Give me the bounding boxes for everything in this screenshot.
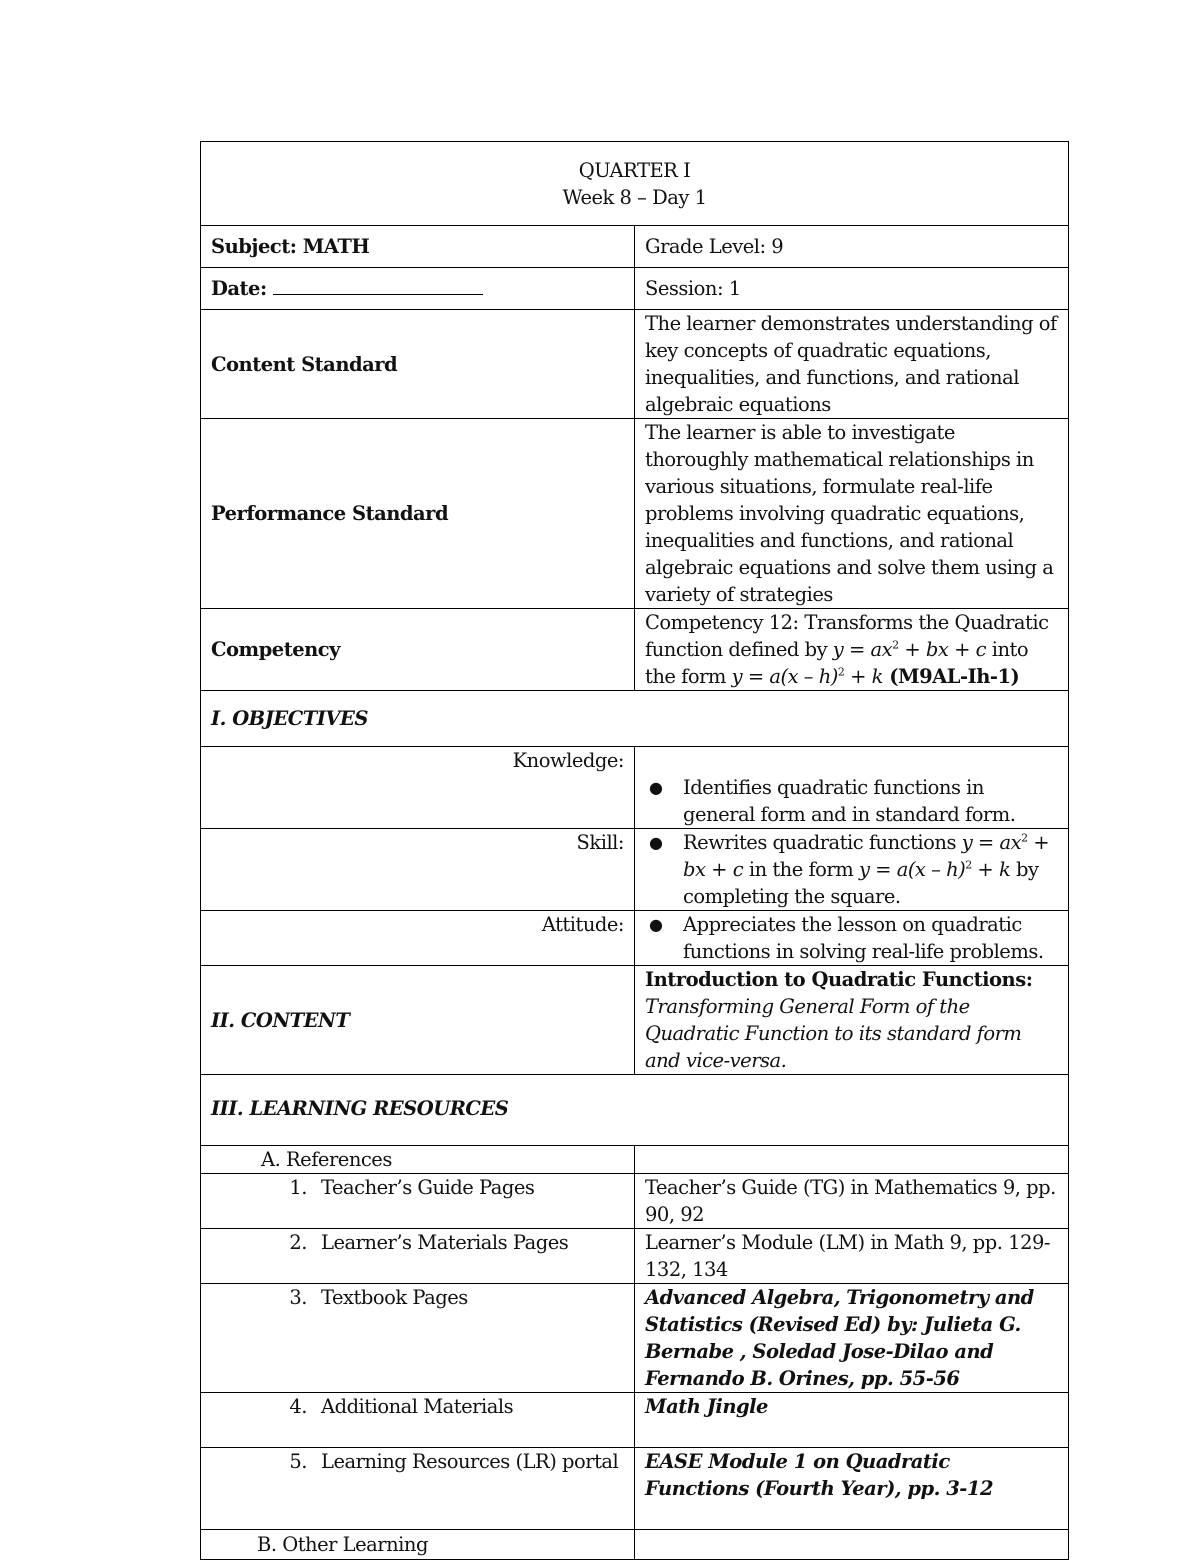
resource-value: Teacher’s Guide (TG) in Mathematics 9, pp. 90, 92: [635, 1174, 1069, 1229]
skill-label: Skill:: [201, 829, 635, 911]
resource-row: [201, 1174, 1069, 1229]
attitude-label: Attitude:: [201, 911, 635, 966]
knowledge-row: [201, 747, 1069, 829]
competency-row: [201, 609, 1069, 691]
skill-standard-form: y = a(x – h): [858, 858, 966, 881]
references-row: [201, 1146, 1069, 1174]
other-learning-label-cell: [201, 1530, 635, 1560]
resource-label-cell: [201, 1393, 635, 1448]
resource-number: 2.: [289, 1231, 307, 1254]
resource-label: Additional Materials: [321, 1395, 514, 1418]
resource-number: 4.: [289, 1395, 307, 1418]
session: Session: 1: [635, 268, 1069, 310]
content-standard-label: Content Standard: [201, 310, 635, 419]
references-label: A. References: [261, 1148, 392, 1171]
week-day: Week 8 – Day 1: [562, 185, 707, 209]
resource-label-cell: [201, 1284, 635, 1393]
knowledge-label: Knowledge:: [201, 747, 635, 829]
exponent: 2: [837, 665, 845, 679]
content-standard-row: [201, 310, 1069, 419]
skill-text: [683, 829, 1058, 910]
content-standard-text: The learner demonstrates understanding of key concepts of quadratic equations, inequalities, and functions, and rational algebraic equations: [635, 310, 1069, 419]
content-cell: [635, 966, 1069, 1075]
bullet-icon: ●: [649, 915, 663, 934]
resources-heading-row: [201, 1075, 1069, 1146]
resource-label: Textbook Pages: [321, 1286, 468, 1309]
competency-standard-form-rest: + k: [844, 665, 883, 688]
performance-standard-row: [201, 419, 1069, 609]
resource-label: Teacher’s Guide Pages: [321, 1176, 535, 1199]
skill-standard-form-rest: + k: [971, 858, 1011, 881]
references-value: [635, 1146, 1069, 1174]
objectives-heading-row: [201, 691, 1069, 747]
resource-row: [201, 1229, 1069, 1284]
competency-mid: into the form: [645, 638, 1029, 688]
knowledge-cell: [635, 747, 1069, 829]
other-learning-label: B. Other Learning: [257, 1533, 428, 1556]
resource-number: 5.: [289, 1450, 307, 1473]
competency-code: (M9AL-Ih-1): [882, 665, 1020, 688]
references-label-cell: [201, 1146, 635, 1174]
resource-label: Learning Resources (LR) portal: [321, 1450, 619, 1473]
skill-general-form: y = ax: [961, 831, 1022, 854]
grade-level: Grade Level: 9: [635, 226, 1069, 268]
skill-text-a: Rewrites quadratic functions: [683, 831, 962, 854]
knowledge-text: Identifies quadratic functions in general form and in standard form.: [683, 776, 1016, 826]
other-learning-row: [201, 1530, 1069, 1560]
resource-row: [201, 1284, 1069, 1393]
resource-value: EASE Module 1 on Quadratic Functions (Fourth Year), pp. 3-12: [635, 1448, 1069, 1530]
other-learning-value: [635, 1530, 1069, 1560]
attitude-bullet-item: [645, 911, 1058, 965]
resources-heading: III. LEARNING RESOURCES: [201, 1075, 1069, 1146]
competency-standard-form: y = a(x – h): [731, 665, 838, 688]
attitude-row: [201, 911, 1069, 966]
content-title: Introduction to Quadratic Functions:: [645, 968, 1033, 991]
content-heading: II. CONTENT: [201, 966, 635, 1075]
date-cell: [201, 268, 635, 310]
resource-value: Learner’s Module (LM) in Math 9, pp. 129-132, 134: [635, 1229, 1069, 1284]
skill-cell: [635, 829, 1069, 911]
exponent: 2: [892, 638, 899, 652]
attitude-text: Appreciates the lesson on quadratic functions in solving real-life problems.: [683, 913, 1044, 963]
performance-standard-label: Performance Standard: [201, 419, 635, 609]
subject-label: Subject: MATH: [201, 226, 635, 268]
knowledge-bullet-item: [645, 774, 1058, 828]
bullet-icon: ●: [649, 833, 663, 852]
subject-row: [201, 226, 1069, 268]
competency-general-form: y = ax: [832, 638, 893, 661]
date-blank-line: [273, 276, 483, 295]
bullet-icon: ●: [649, 778, 663, 797]
resource-value: Advanced Algebra, Trigonometry and Statistics (Revised Ed) by: Julieta G. Bernabe , Soledad Jose-Dilao and Fernando B. Orines, pp. 55-56: [635, 1284, 1069, 1393]
quarter-title: QUARTER I: [578, 158, 691, 182]
header-cell: [201, 142, 1069, 226]
performance-standard-text: The learner is able to investigate thoroughly mathematical relationships in various situations, formulate real-life problems involving quadratic equations, inequalities and functions, and rational algebraic equations and solve them using a variety of strategies: [635, 419, 1069, 609]
resource-row: [201, 1393, 1069, 1448]
objectives-heading: I. OBJECTIVES: [201, 691, 1069, 747]
skill-text-c: by completing the square.: [683, 858, 1039, 908]
exponent: 2: [965, 858, 972, 872]
resource-label-cell: [201, 1229, 635, 1284]
skill-text-b: in the form: [743, 858, 859, 881]
competency-general-form-rest: + bx + c: [898, 638, 987, 661]
skill-row: [201, 829, 1069, 911]
skill-bullet-item: [645, 829, 1058, 910]
resource-row: [201, 1448, 1069, 1530]
date-label: Date:: [211, 277, 267, 300]
exponent: 2: [1021, 831, 1028, 845]
skill-general-form-rest: + bx + c: [683, 831, 1050, 881]
resource-value: Math Jingle: [635, 1393, 1069, 1448]
attitude-cell: [635, 911, 1069, 966]
content-subtitle: Transforming General Form of the Quadratic Function to its standard form and vice-versa.: [645, 995, 1022, 1072]
resource-label: Learner’s Materials Pages: [321, 1231, 569, 1254]
lesson-plan-table: [200, 141, 1069, 1560]
date-row: [201, 268, 1069, 310]
resource-label-cell: [201, 1448, 635, 1530]
lesson-plan-page: [200, 141, 1069, 1560]
competency-text: [635, 609, 1069, 691]
resource-label-cell: [201, 1174, 635, 1229]
competency-prefix: Competency 12: Transforms the Quadratic function defined by: [645, 611, 1049, 661]
resource-number: 1.: [289, 1176, 307, 1199]
resource-number: 3.: [289, 1286, 307, 1309]
header-row: [201, 142, 1069, 226]
content-row: [201, 966, 1069, 1075]
competency-label: Competency: [201, 609, 635, 691]
